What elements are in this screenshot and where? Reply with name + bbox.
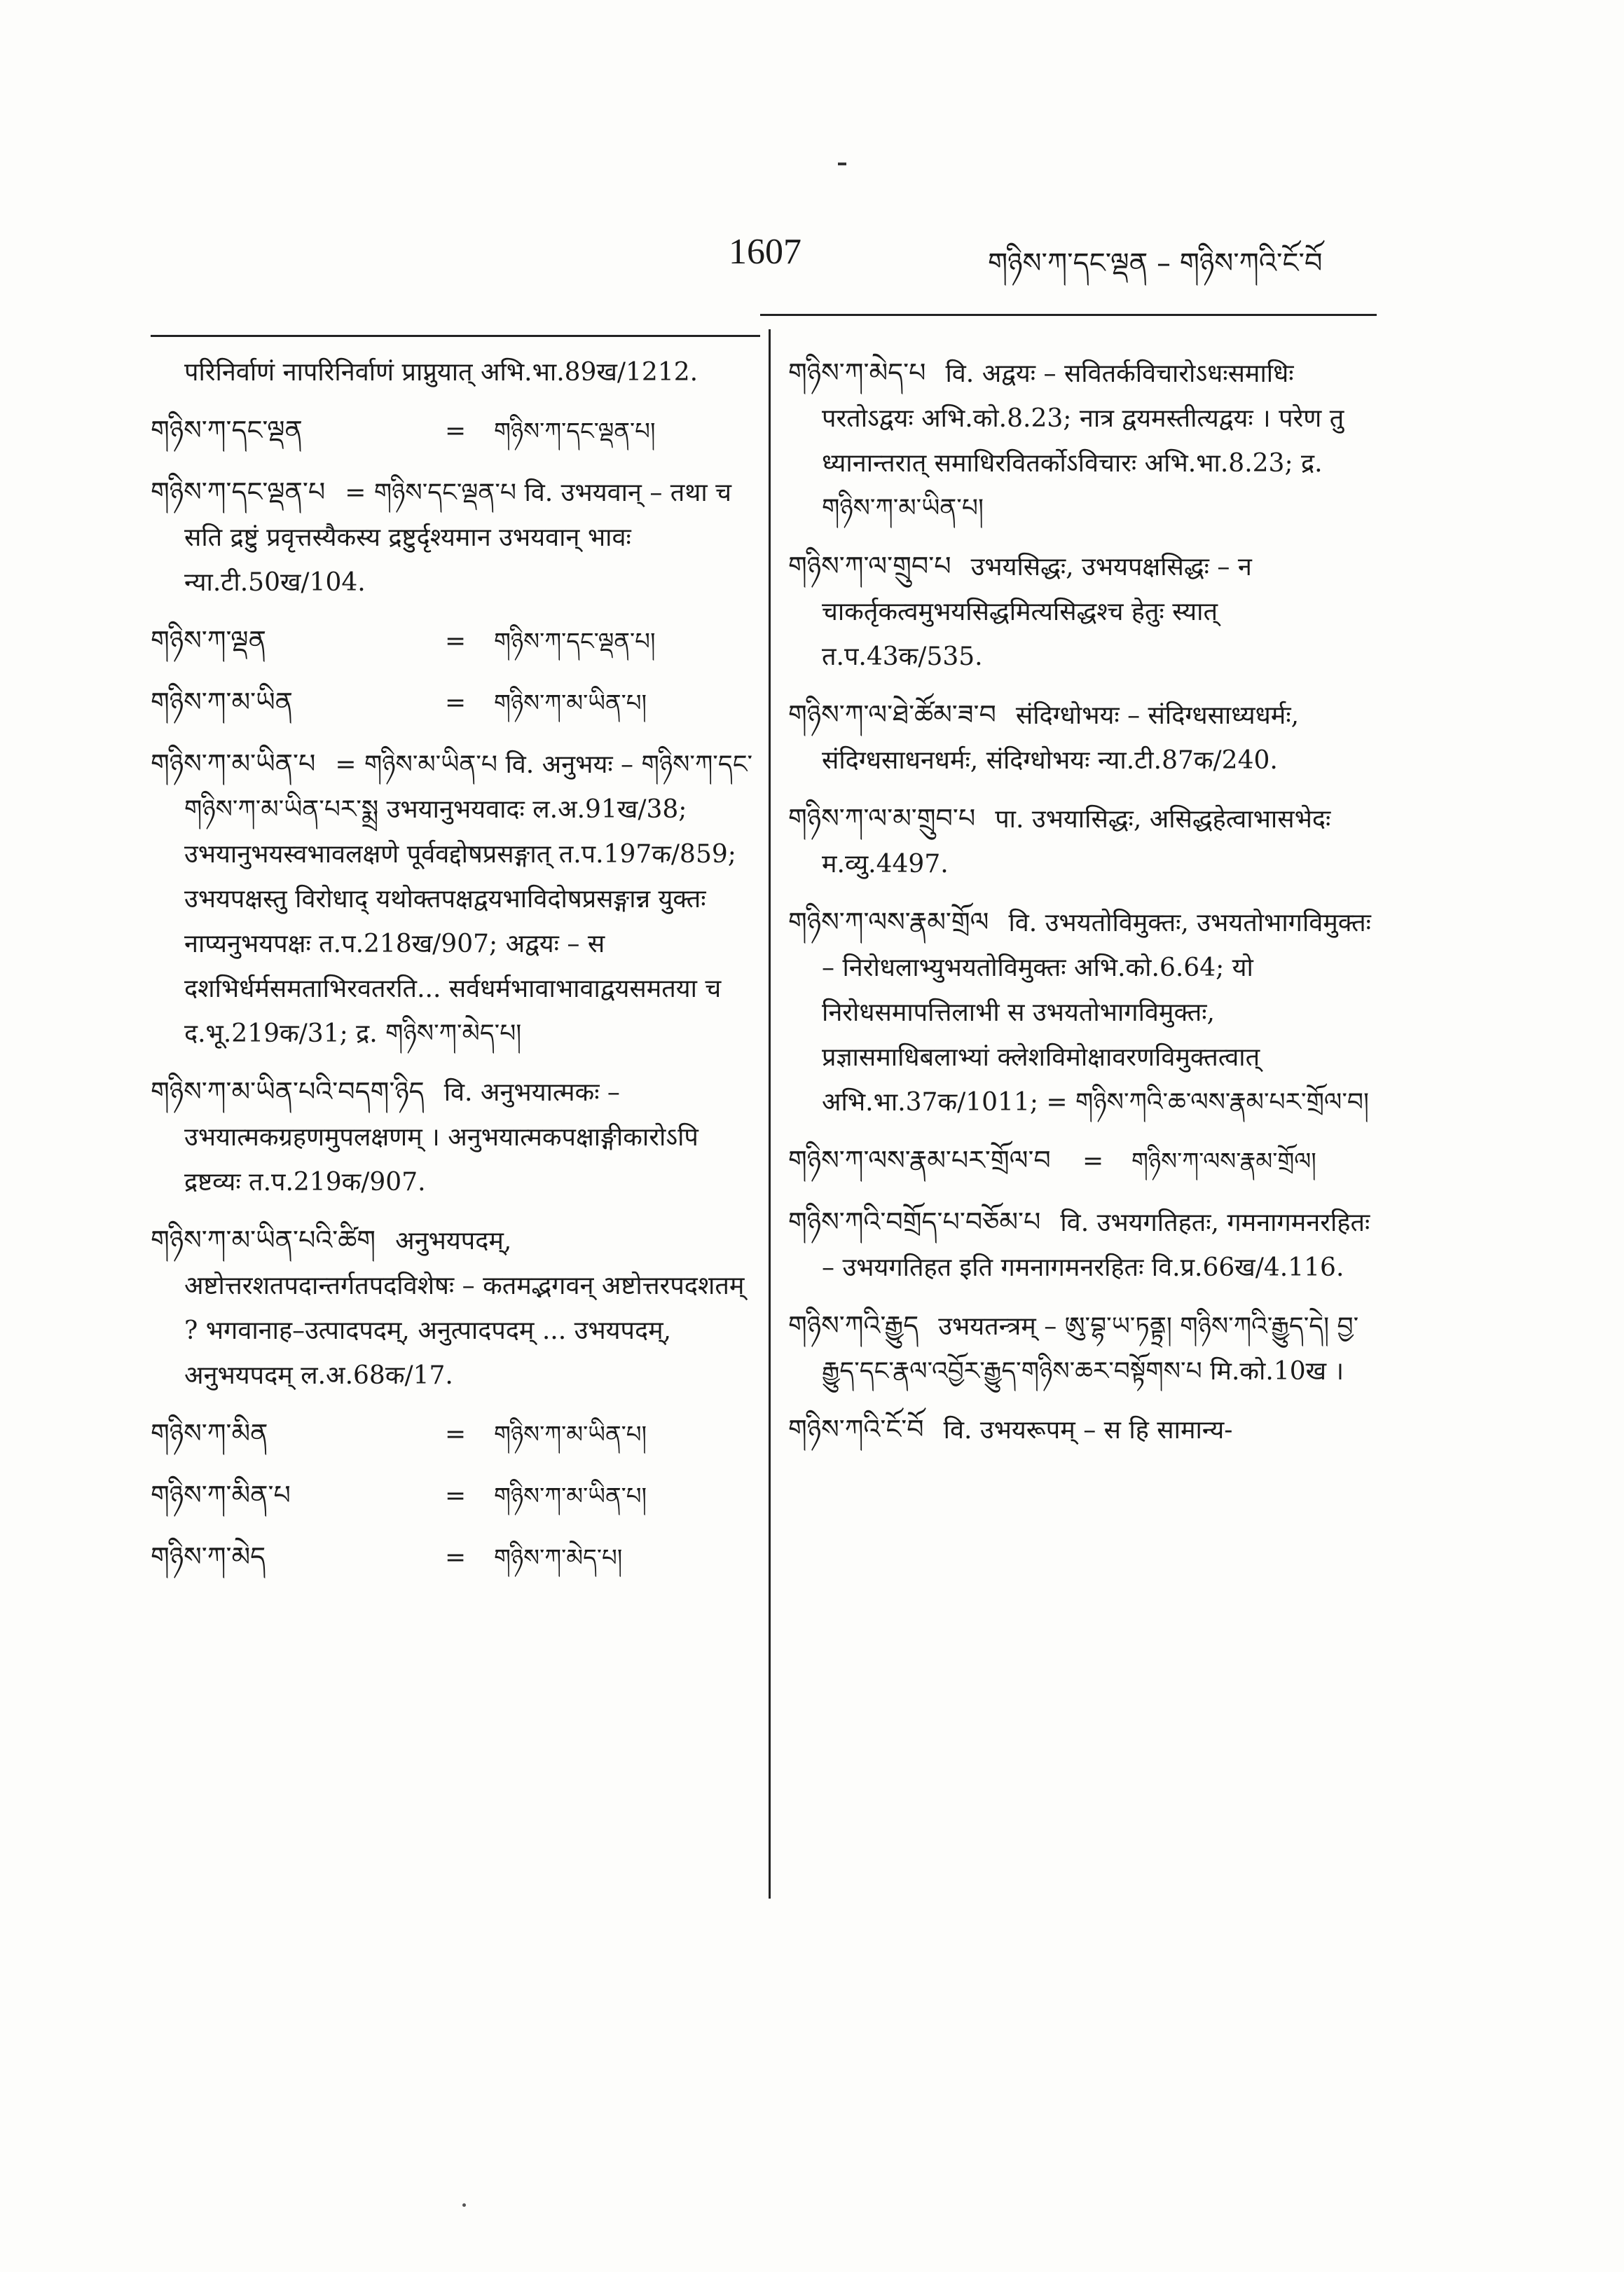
entry-definition: उभयसिद्धः, उभयपक्षसिद्धः – न चाकर्तृकत्वमुभयसिद्धमित्यसिद्धश्च हेतुः स्यात् त.प.43क/535. xyxy=(822,553,1252,671)
equals-sign: = xyxy=(445,689,467,717)
entry-definition: वि. अनुभयात्मकः – उभयात्मकग्रहणमुपलक्षणम् । अनुभयात्मकपक्षाङ्गीकारोऽपि द्रष्टव्यः त.प.219क/907. xyxy=(184,1078,699,1197)
dictionary-entry xyxy=(788,350,1384,531)
cross-reference-entry xyxy=(151,1411,753,1457)
cross-reference-target: གཉིས་ཀ་མེད་པ། xyxy=(494,1544,623,1572)
cross-reference-target: གཉིས་ཀ་མ་ཡིན་པ། xyxy=(494,1482,647,1510)
headword: གཉིས་ཀའི་བགྲོད་པ་བཅོམ་པ xyxy=(788,1206,1041,1237)
equals-sign: = xyxy=(1082,1147,1104,1176)
entry-definition: पा. उभयासिद्धः, असिद्धहेत्वाभासभेदः म.व्यु.4497. xyxy=(822,805,1331,879)
headword: གཉིས་ཀ་མེད xyxy=(151,1541,266,1572)
headword: གཉིས་ཀ་ལ་ཐེ་ཚོམ་ཟ་བ xyxy=(788,699,996,730)
headword: གཉིས་ཀ་མིན་པ xyxy=(151,1480,291,1510)
dictionary-entry xyxy=(788,544,1384,680)
cross-reference-target: གཉིས་ཀ་དང་ལྡན་པ། xyxy=(494,418,656,446)
headword: གཉིས་ཀ་མ་ཡིན་པའི་བདག་ཉིད xyxy=(151,1076,425,1107)
left-column-rule xyxy=(151,335,760,337)
cross-reference-target: གཉིས་ཀ་ལས་རྣམ་གྲོལ། xyxy=(1131,1148,1316,1176)
cross-reference-target: གཉིས་ཀ་མ་ཡིན་པ། xyxy=(494,1421,647,1449)
running-head: གཉིས་ཀ་དང་ལྡན – གཉིས་ཀའི་ངོ་བོ xyxy=(988,247,1323,280)
headword: གཉིས་ཀ་དང་ལྡན xyxy=(151,415,303,446)
dictionary-entry xyxy=(788,692,1384,783)
headword: གཉིས་ཀ་མིན xyxy=(151,1418,268,1449)
headword: གཉིས་ཀ་མ་ཡིན xyxy=(151,687,293,717)
dictionary-entry xyxy=(788,1199,1384,1290)
headword: གཉིས་ཀ་དང་ལྡན་པ xyxy=(151,476,326,507)
cross-reference-entry xyxy=(151,618,753,664)
cross-reference-entry xyxy=(151,1534,753,1581)
cross-reference-target: གཉིས་ཀ་དང་ལྡན་པ། xyxy=(494,628,656,656)
dictionary-entry xyxy=(151,1218,753,1398)
cross-reference-entry xyxy=(151,680,753,726)
entry-definition: वि. उभयतोविमुक्तः, उभयतोभागविमुक्तः – निरोधलाभ्युभयतोविमुक्तः अभि.को.6.64; यो निरोधसमापत्तिलाभी स उभयतोभागविमुक्तः, प्रज्ञासमाधिबलाभ्यां क्लेशविमोक्षावरणविमुक्तत्वात् अभि.भा.37क/1011; = གཉིས་ཀའི་ཆ་ལས་རྣམ་པར་གྲོལ་བ། xyxy=(822,909,1371,1117)
entry-definition: वि. अद्वयः – सवितर्कविचारोऽधःसमाधिः परतोऽद्वयः अभि.को.8.23; नात्र द्वयमस्तीत्यद्वयः । परेण तु ध्यानान्तरात् समाधिरवितर्कोऽविचारः अभि.भा.8.23; द्र. གཉིས་ཀ་མ་ཡིན་པ། xyxy=(822,359,1344,523)
entry-definition: वि. उभयगतिहतः, गमनागमनरहितः – उभयगतिहत इति गमनागमनरहितः वि.प्र.66ख/4.116. xyxy=(822,1209,1370,1282)
headword: གཉིས་ཀ་ལྡན xyxy=(151,625,266,656)
continued-entry-text xyxy=(151,350,753,395)
entry-definition: = གཉིས་དང་ལྡན་པ वि. उभयवान् – तथा च सति द्रष्टुं प्रवृत्तस्यैकस्य द्रष्टुर्दृश्यमान उभयवान् भावः न्या.टी.50ख/104. xyxy=(184,479,731,597)
left-column xyxy=(151,350,753,1596)
headword: གཉིས་ཀ་མེད་པ xyxy=(788,357,926,388)
dictionary-entry xyxy=(788,900,1384,1125)
cross-reference-entry xyxy=(788,1138,1384,1184)
right-column xyxy=(788,350,1384,1466)
headword: གཉིས་ཀ་ལས་རྣམ་པར་གྲོལ་བ xyxy=(788,1145,1051,1176)
entry-definition: संदिग्धोभयः – संदिग्धसाध्यधर्मः, संदिग्धसाधनधर्मः, संदिग्धोभयः न्या.टी.87क/240. xyxy=(822,701,1300,775)
headword: གཉིས་ཀ་ལ་གྲུབ་པ xyxy=(788,551,951,581)
headword: གཉིས་ཀ་མ་ཡིན་པའི་ཚིག xyxy=(151,1225,376,1255)
dictionary-entry xyxy=(788,1407,1384,1453)
stray-dot xyxy=(462,2203,466,2207)
equals-sign: = xyxy=(445,1482,467,1510)
dictionary-entry xyxy=(151,469,753,605)
cross-reference-target: གཉིས་ཀ་མ་ཡིན་པ། xyxy=(494,689,647,717)
entry-definition: उभयतन्त्रम् – ཨུ་བྷ་ཡ་ཏནྟྲ། གཉིས་ཀའི་རྒྱུད་དེ། བྱ་རྒྱུད་དང་རྣལ་འབྱོར་རྒྱུད་གཉིས་ཆར་བསྟོགས་པ मि.को.10ख । xyxy=(822,1312,1359,1386)
equals-sign: = xyxy=(445,1420,467,1449)
stray-mark xyxy=(838,163,846,165)
dictionary-entry xyxy=(151,1069,753,1205)
entry-definition: अनुभयपदम्, अष्टोत्तरशतपदान्तर्गतपदविशेषः – कतमद्भगवन् अष्टोत्तरपदशतम् ? भगवानाह–उत्पादपदम्, अनुत्पादपदम् ... उभयपदम्, अनुभयपदम् ल.अ.68क/17. xyxy=(184,1227,745,1390)
entry-definition: = གཉིས་མ་ཡིན་པ वि. अनुभयः – གཉིས་ཀ་དང་གཉིས་ཀ་མ་ཡིན་པར་སྨྲ उभयानुभयवादः ल.अ.91ख/38; उभयानुभयस्वभावलक्षणे पूर्ववद्दोषप्रसङ्गात् त.प.197क/859; उभयपक्षस्तु विरोधाद् यथोक्तपक्षद्वयभाविदोषप्रसङ्गान्न युक्तः नाप्यनुभयपक्षः त.प.218ख/907; अद्वयः – स दशभिर्धर्मसमताभिरवतरति... सर्वधर्मभावाभावाद्वयसमतया च द.भू.219क/31; द्र. གཉིས་ཀ་མེད་པ། xyxy=(184,750,753,1048)
dictionary-entry xyxy=(151,741,753,1056)
dictionary-entry xyxy=(788,1303,1384,1394)
entry-definition: परिनिर्वाणं नापरिनिर्वाणं प्राप्नुयात् अभि.भा.89ख/1212. xyxy=(184,358,699,387)
headword: གཉིས་ཀའི་ངོ་བོ xyxy=(788,1414,924,1445)
column-divider xyxy=(769,329,771,1899)
headword: གཉིས་ཀ་མ་ཡིན་པ xyxy=(151,748,316,779)
dictionary-entry xyxy=(788,796,1384,887)
equals-sign: = xyxy=(445,1543,467,1572)
cross-reference-entry xyxy=(151,408,753,454)
equals-sign: = xyxy=(445,417,467,446)
headword: གཉིས་ཀ་ལས་རྣམ་གྲོལ xyxy=(788,907,989,937)
equals-sign: = xyxy=(445,627,467,656)
page-number: 1607 xyxy=(729,232,801,272)
cross-reference-entry xyxy=(151,1473,753,1519)
entry-definition: वि. उभयरूपम् – स हि सामान्य- xyxy=(943,1416,1233,1445)
headword: གཉིས་ཀ་ལ་མ་གྲུབ་པ xyxy=(788,803,976,834)
header-rule xyxy=(760,314,1377,316)
headword: གཉིས་ཀའི་རྒྱུད xyxy=(788,1310,919,1341)
